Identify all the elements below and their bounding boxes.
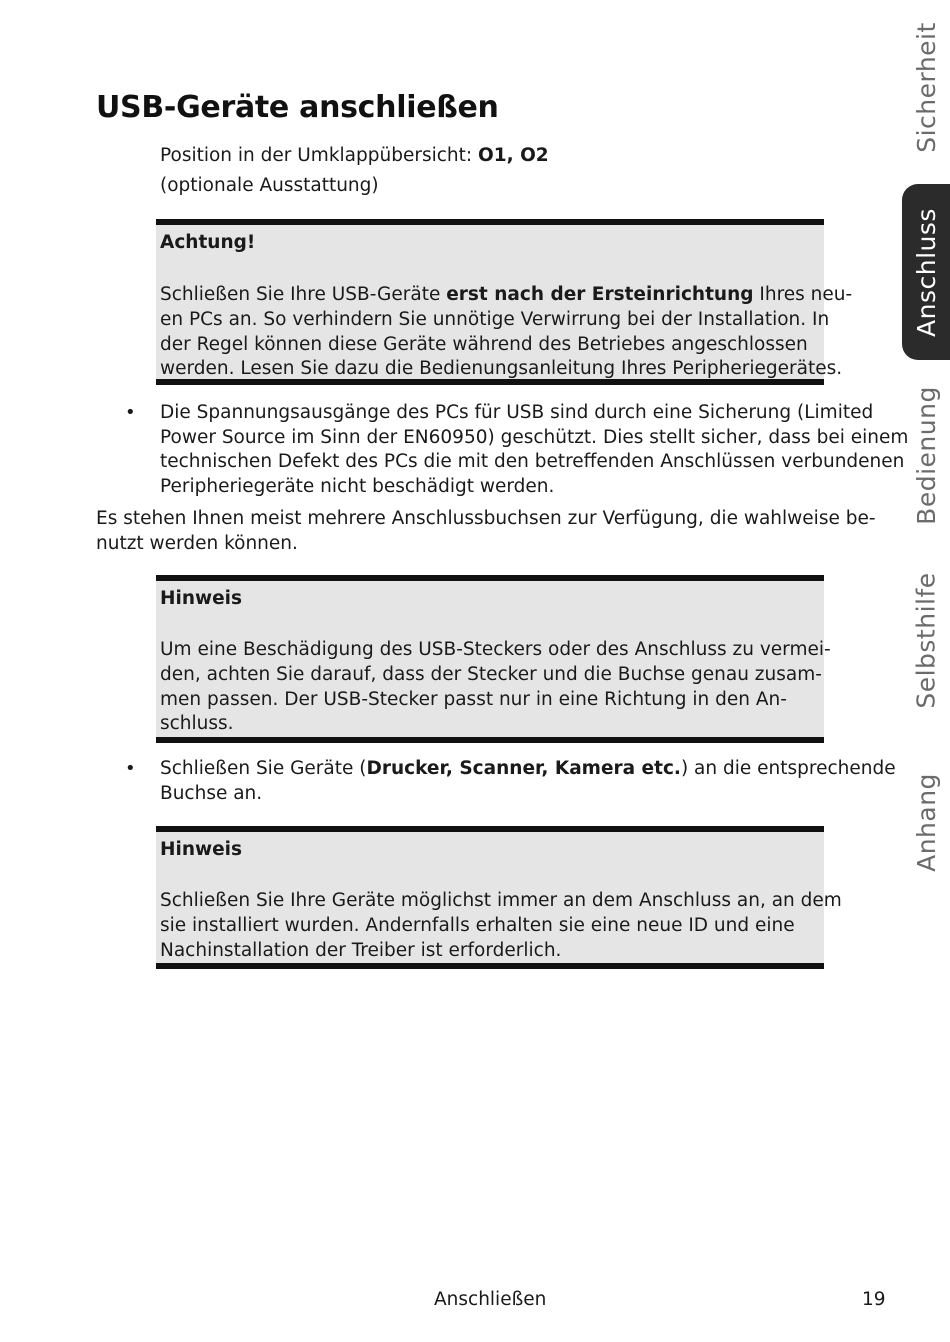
- warning-line: werden. Lesen Sie dazu die Bedienungsanleitung Ihres Peripheriegerätes.: [160, 358, 843, 379]
- page-number: 19: [862, 1289, 886, 1310]
- warning-line: [160, 283, 852, 308]
- tab-label: Anhang: [911, 773, 941, 872]
- optional-note: (optionale Ausstattung): [160, 175, 379, 196]
- warning-line: der Regel können diese Geräte während des Betriebes angeschlossen: [160, 334, 808, 355]
- bullet-text: Schließen Sie Geräte (: [160, 758, 367, 779]
- note-heading: Hinweis: [160, 839, 242, 860]
- bullet-marker: •: [125, 402, 136, 423]
- warning-line: en PCs an. So verhindern Sie unnötige Verwirrung bei der Installation. In: [160, 309, 830, 330]
- note-line: Schließen Sie Ihre Geräte möglichst immer an dem Anschluss an, an dem: [160, 890, 842, 911]
- position-line: [160, 144, 549, 169]
- warning-emphasis: erst nach der Ersteinrichtung: [446, 284, 754, 305]
- bullet-line: Buchse an.: [160, 783, 263, 804]
- tab-label: Anschluss: [911, 207, 941, 337]
- note-line: Nachinstallation der Treiber ist erforderlich.: [160, 940, 562, 961]
- warning-heading: Achtung!: [160, 232, 256, 253]
- tab-label: Sicherheit: [911, 22, 941, 153]
- position-codes: O1, O2: [478, 145, 549, 166]
- page-title: USB-Geräte anschließen: [96, 90, 499, 125]
- footer-section-label: Anschließen: [434, 1289, 547, 1310]
- bullet-line: [160, 757, 896, 782]
- tab-anschluss[interactable]: [902, 184, 950, 360]
- tab-label: Selbsthilfe: [911, 571, 941, 709]
- paragraph-line: Es stehen Ihnen meist mehrere Anschlussbuchsen zur Verfügung, die wahlweise be-: [96, 508, 876, 529]
- position-prefix: Position in der Umklappübersicht:: [160, 145, 479, 166]
- note-box: [156, 575, 831, 743]
- warning-text: Ihres neu-: [753, 284, 853, 305]
- tab-sicherheit[interactable]: [902, 20, 950, 155]
- bullet-line: Die Spannungsausgänge des PCs für USB sind durch eine Sicherung (Limited: [160, 402, 874, 423]
- bullet-marker: •: [125, 758, 136, 779]
- note-line: schluss.: [160, 713, 234, 734]
- warning-text: Schließen Sie Ihre USB-Geräte: [160, 284, 447, 305]
- note-line: den, achten Sie darauf, dass der Stecker und die Buchse genau zusam-: [160, 664, 822, 685]
- paragraph-line: nutzt werden können.: [96, 533, 298, 554]
- bullet-line: Power Source im Sinn der EN60950) geschützt. Dies stellt sicher, dass bei einem: [160, 427, 909, 448]
- note-heading: Hinweis: [160, 588, 242, 609]
- tab-bedienung[interactable]: [902, 385, 950, 525]
- chapter-tabs: [902, 0, 950, 1342]
- warning-box: [156, 219, 853, 385]
- tab-anhang[interactable]: [902, 765, 950, 880]
- bullet-text: ) an die entsprechende: [680, 758, 896, 779]
- note-line: Um eine Beschädigung des USB-Steckers oder des Anschluss zu vermei-: [160, 639, 831, 660]
- note-line: sie installiert wurden. Andernfalls erhalten sie eine neue ID und eine: [160, 915, 795, 936]
- tab-selbsthilfe[interactable]: [902, 570, 950, 710]
- tab-label: Bedienung: [911, 385, 941, 525]
- bullet-line: Peripheriegeräte nicht beschädigt werden.: [160, 476, 555, 497]
- bullet-emphasis: Drucker, Scanner, Kamera etc.: [366, 758, 681, 779]
- note-line: men passen. Der USB-Stecker passt nur in eine Richtung in den An-: [160, 689, 787, 710]
- bullet-line: technischen Defekt des PCs die mit den betreffenden Anschlüssen verbundenen: [160, 451, 905, 472]
- note-box: [156, 826, 842, 969]
